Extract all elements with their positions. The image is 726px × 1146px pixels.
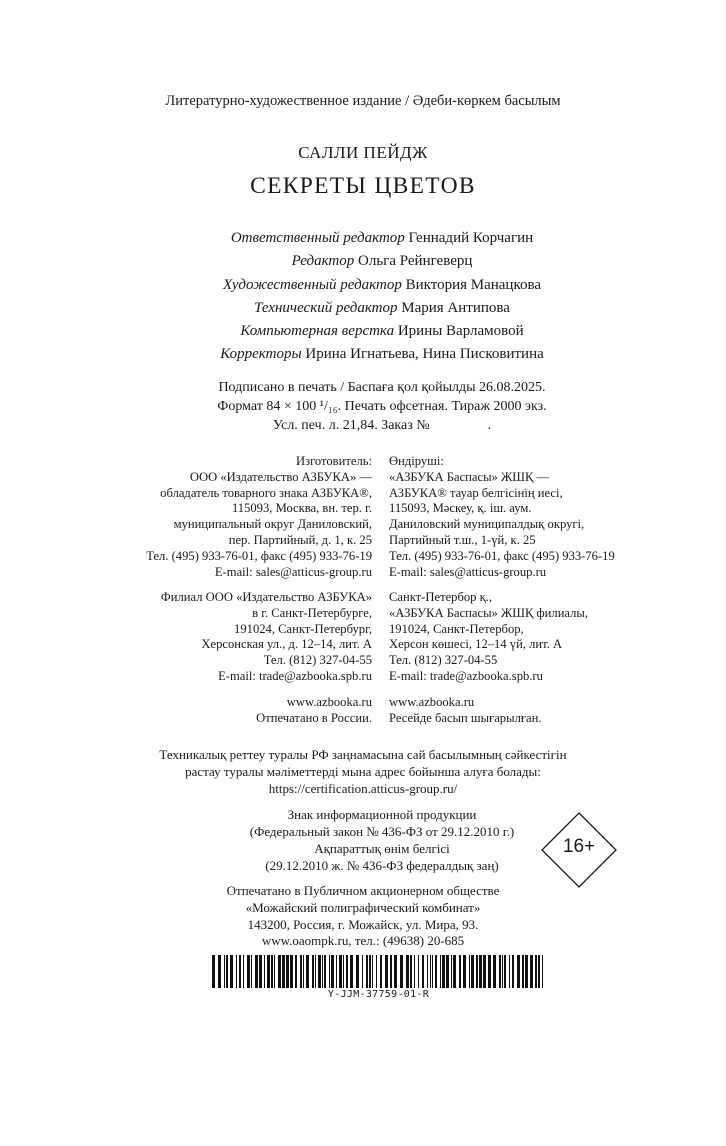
barcode-bar bbox=[286, 955, 289, 988]
format-fraction: ¹/₁₆ bbox=[319, 399, 338, 414]
barcode-bar bbox=[435, 955, 437, 988]
manufacturer-line: Өндіруші: bbox=[389, 454, 444, 468]
barcode-bar bbox=[517, 955, 520, 988]
credit-name: Виктория Манацкова bbox=[401, 276, 542, 293]
barcode-bar bbox=[346, 955, 348, 988]
credit-role: Технический редактор bbox=[254, 299, 398, 316]
barcode-bar bbox=[274, 955, 275, 988]
barcode-bar bbox=[463, 955, 466, 988]
barcode-bar bbox=[390, 955, 392, 988]
barcode-bar bbox=[236, 955, 237, 988]
format-line bbox=[0, 397, 726, 416]
barcode-bar bbox=[224, 955, 225, 988]
manufacturer-line: Изготовитель: bbox=[296, 454, 372, 468]
manufacturer-line: Тел. (495) 933-76-01, факс (495) 933-76-19 bbox=[146, 548, 372, 563]
barcode-bar bbox=[418, 955, 419, 988]
branch-line: E-mail: trade@azbooka.spb.ru bbox=[389, 668, 543, 683]
barcode-bar bbox=[243, 955, 244, 988]
barcode-bar bbox=[394, 955, 397, 988]
branch-line: Херсон көшесі, 12–14 үй, лит. А bbox=[389, 637, 563, 652]
credits-block bbox=[0, 227, 726, 367]
barcode-bar bbox=[432, 955, 433, 988]
barcode-bar bbox=[366, 955, 368, 988]
web-ru bbox=[72, 695, 372, 727]
website-link: www.azbooka.ru bbox=[286, 695, 372, 709]
sign-line: Знак информационной продукции bbox=[287, 807, 477, 822]
branch-line: E-mail: trade@azbooka.spb.ru bbox=[218, 668, 372, 683]
barcode-bar bbox=[251, 955, 252, 988]
barcode-bar bbox=[385, 955, 388, 988]
certification-url: https://certification.atticus-group.ru/ bbox=[268, 781, 458, 796]
manufacturer-line: муниципальный округ Даниловский, bbox=[173, 517, 372, 532]
barcode-bar bbox=[380, 955, 382, 988]
printer-line: 143200, Россия, г. Можайск, ул. Мира, 93. bbox=[247, 916, 479, 932]
tech-regulation-note bbox=[0, 746, 726, 797]
barcode-bar bbox=[343, 955, 344, 988]
sign-line: (Федеральный закон № 436-ФЗ от 29.12.2010 г.) bbox=[249, 824, 515, 839]
barcode-bar bbox=[282, 955, 285, 988]
manufacturer-line: Партийный т.ш., 1-үй, к. 25 bbox=[389, 532, 536, 547]
barcode-bar bbox=[479, 955, 482, 988]
credit-line bbox=[0, 297, 726, 320]
barcode-bar bbox=[525, 955, 528, 988]
barcode-bar bbox=[430, 955, 431, 988]
barcode-bar bbox=[376, 955, 377, 988]
barcode-bar bbox=[226, 955, 228, 988]
credit-name: Ольга Рейнгеверц bbox=[354, 253, 473, 270]
website-link: www.azbooka.ru bbox=[389, 695, 475, 709]
branch-line: Тел. (812) 327-04-55 bbox=[263, 653, 372, 668]
barcode-bar bbox=[303, 955, 304, 988]
branch-line: Тел. (812) 327-04-55 bbox=[389, 653, 498, 668]
barcode-bar bbox=[362, 955, 363, 988]
credit-line bbox=[0, 320, 726, 343]
barcode-bar bbox=[267, 955, 270, 988]
barcode-bar bbox=[488, 955, 491, 988]
author-name: САЛЛИ ПЕЙДЖ bbox=[298, 143, 428, 162]
credit-name: Геннадий Корчагин bbox=[404, 230, 534, 246]
barcode-bar bbox=[212, 955, 215, 988]
barcode-bar bbox=[306, 955, 309, 988]
barcode-bar bbox=[369, 955, 371, 988]
barcode-bar bbox=[530, 955, 533, 988]
genre-line: Литературно-художественное издание / Әдеби-көркем басылым bbox=[165, 93, 561, 109]
credit-name: Ирины Варламовой bbox=[394, 323, 524, 340]
sign-line: (29.12.2010 ж. № 436-ФЗ федералдық заң) bbox=[265, 858, 499, 873]
barcode-bar bbox=[271, 955, 273, 988]
branch-line: 191024, Санкт-Петербор, bbox=[389, 621, 524, 636]
branch-line: Филиал ООО «Издательство АЗБУКА» bbox=[160, 590, 372, 604]
credit-name: Мария Антипова bbox=[397, 299, 510, 316]
barcode-bar bbox=[239, 955, 241, 988]
barcode-bar bbox=[422, 955, 424, 988]
manufacturer-kz bbox=[389, 454, 709, 580]
age-rating: 16+ bbox=[562, 836, 596, 857]
barcode-bar bbox=[339, 955, 342, 988]
barcode-bar bbox=[300, 955, 302, 988]
branch-line: в г. Санкт-Петербурге, bbox=[252, 605, 372, 620]
manufacturer-line: Даниловский муниципалдық округі, bbox=[389, 517, 585, 532]
print-info bbox=[0, 378, 726, 435]
barcode-bar bbox=[493, 955, 496, 988]
barcode-bar bbox=[247, 955, 250, 988]
barcode-bar bbox=[372, 955, 373, 988]
barcode-bar bbox=[230, 955, 233, 988]
barcode-bar bbox=[442, 955, 445, 988]
barcode-bar bbox=[440, 955, 441, 988]
sign-line: Ақпараттық өнім белгісі bbox=[314, 841, 450, 856]
barcode-bar bbox=[218, 955, 221, 988]
barcode-bar bbox=[255, 955, 258, 988]
printed-in-text: Отпечатано в России. bbox=[256, 710, 372, 725]
barcode-bar bbox=[542, 955, 543, 988]
barcode-bar bbox=[356, 955, 359, 988]
format-prefix: Формат 84 × 100 bbox=[217, 399, 320, 414]
printer-line: «Можайский полиграфический комбинат» bbox=[245, 899, 481, 915]
branch-line: Санкт-Петербор қ., bbox=[389, 590, 493, 604]
barcode-bar bbox=[322, 955, 323, 988]
printer-line: Отпечатано в Публичном акционерном обществе bbox=[226, 883, 500, 898]
branch-line: 191024, Санкт-Петербург, bbox=[234, 621, 372, 636]
format-suffix: . Печать офсетная. Тираж 2000 экз. bbox=[337, 399, 547, 414]
barcode-bar bbox=[446, 955, 449, 988]
barcode bbox=[212, 955, 545, 988]
barcode-bar bbox=[535, 955, 537, 988]
branch-ru bbox=[72, 590, 372, 685]
info-product-sign bbox=[212, 806, 552, 874]
signed-line: Подписано в печать / Баспаға қол қойылды 26.08.2025. bbox=[218, 380, 546, 395]
manufacturer-line: «АЗБУКА Баспасы» ЖШҚ — bbox=[389, 469, 550, 484]
book-title: СЕКРЕТЫ ЦВЕТОВ bbox=[250, 173, 476, 199]
order-line: Усл. печ. л. 21,84. Заказ № . bbox=[272, 418, 492, 433]
order-text: Усл. печ. л. 21,84. Заказ № bbox=[272, 418, 430, 433]
barcode-bar bbox=[451, 955, 452, 988]
barcode-bar bbox=[499, 955, 501, 988]
barcode-bar bbox=[312, 955, 314, 988]
credit-line bbox=[0, 227, 726, 250]
credit-name: Ирина Игнатьева, Нина Писковитина bbox=[301, 346, 544, 363]
barcode-bar bbox=[427, 955, 428, 988]
credit-role: Ответственный редактор bbox=[230, 230, 405, 246]
barcode-bar bbox=[259, 955, 262, 988]
barcode-bar bbox=[400, 955, 403, 988]
barcode-bar bbox=[471, 955, 474, 988]
manufacturer-line: Тел. (495) 933-76-01, факс (495) 933-76-19 bbox=[389, 548, 615, 563]
credit-role: Корректоры bbox=[220, 346, 302, 363]
barcode-bar bbox=[512, 955, 514, 988]
barcode-bar bbox=[318, 955, 321, 988]
barcode-bar bbox=[264, 955, 265, 988]
manufacturer-line: E-mail: sales@atticus-group.ru bbox=[389, 564, 547, 579]
tech-line: растау туралы мәліметтерді мына адрес бойынша алуға болады: bbox=[185, 764, 541, 779]
barcode-bar bbox=[278, 955, 281, 988]
barcode-bar bbox=[476, 955, 478, 988]
barcode-bar bbox=[502, 955, 503, 988]
credit-line bbox=[0, 343, 726, 366]
barcode-bar bbox=[469, 955, 470, 988]
printer-info bbox=[0, 883, 726, 950]
branch-line: «АЗБУКА Баспасы» ЖШҚ филиалы, bbox=[389, 605, 589, 620]
manufacturer-line: обладатель товарного знака АЗБУКА®, bbox=[160, 485, 372, 500]
barcode-bar bbox=[459, 955, 461, 988]
manufacturer-line: 115093, Москва, вн. тер. г. bbox=[231, 501, 372, 516]
barcode-bar bbox=[336, 955, 337, 988]
credit-role: Компьютерная верстка bbox=[240, 323, 395, 340]
barcode-bar bbox=[290, 955, 293, 988]
barcode-bar bbox=[331, 955, 334, 988]
barcode-bar bbox=[538, 955, 540, 988]
barcode-bar bbox=[315, 955, 316, 988]
barcode-bar bbox=[483, 955, 486, 988]
manufacturer-line: E-mail: sales@atticus-group.ru bbox=[214, 564, 372, 579]
manufacturer-line: пер. Партийный, д. 1, к. 25 bbox=[228, 532, 372, 547]
barcode-bar bbox=[295, 955, 297, 988]
tech-line: Техникалық реттеу туралы РФ заңнамасына сай басылымның сәйкестігін bbox=[159, 747, 567, 762]
barcode-bar bbox=[329, 955, 330, 988]
branch-line: Херсонская ул., д. 12–14, лит. А bbox=[201, 637, 372, 652]
barcode-bar bbox=[509, 955, 510, 988]
barcode-bar bbox=[410, 955, 412, 988]
web-kz bbox=[389, 695, 709, 727]
barcode-caption: Y-JJM-37759-01-R bbox=[327, 989, 430, 1000]
manufacturer-ru bbox=[72, 454, 372, 580]
credit-role: Художественный редактор bbox=[222, 276, 402, 293]
printed-in-text: Ресейде басып шығарылған. bbox=[389, 710, 542, 725]
barcode-bar bbox=[324, 955, 326, 988]
barcode-bar bbox=[453, 955, 456, 988]
credit-role: Редактор bbox=[291, 253, 355, 270]
credit-line bbox=[0, 250, 726, 273]
manufacturer-line: АЗБУКА® тауар белгісінің иесі, bbox=[389, 485, 563, 500]
credit-line bbox=[0, 274, 726, 297]
barcode-bar bbox=[406, 955, 409, 988]
barcode-bar bbox=[350, 955, 353, 988]
branch-kz bbox=[389, 590, 709, 685]
barcode-bar bbox=[522, 955, 524, 988]
manufacturer-line: 115093, Мәскеу, қ. іш. аум. bbox=[389, 501, 532, 516]
printer-line: www.oaompk.ru, тел.: (49638) 20-685 bbox=[261, 933, 465, 949]
barcode-bar bbox=[414, 955, 415, 988]
barcode-bar bbox=[504, 955, 506, 988]
manufacturer-line: ООО «Издательство АЗБУКА» — bbox=[189, 469, 372, 484]
